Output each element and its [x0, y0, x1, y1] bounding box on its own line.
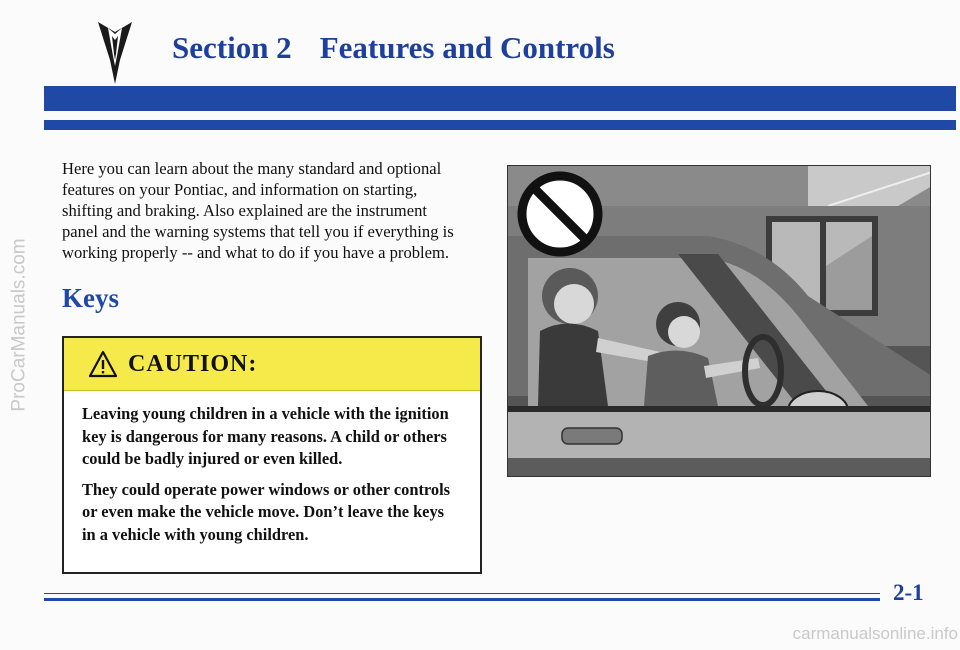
caution-paragraph-1: Leaving young children in a vehicle with the ignition key is dangerous for many reasons. A child or others could be badly injured or even killed.	[82, 404, 449, 468]
side-watermark-text: ProCarManuals.com	[9, 238, 31, 412]
no-symbol-icon	[522, 176, 598, 252]
caution-box	[62, 336, 482, 574]
intro-paragraph: Here you can learn about the many standard and optional features on your Pontiac, and information on starting, shifting and braking. Also explained are the instrument panel and the warning systems that tell you if everything is working properly -- and what to do if you have a problem.	[62, 159, 454, 262]
header-bar-thin	[44, 120, 956, 130]
keys-heading: Keys	[62, 283, 119, 313]
section-title	[172, 30, 615, 66]
children-in-car-illustration	[507, 165, 931, 477]
footer-rule	[44, 598, 880, 601]
bottom-watermark: carmanualsonline.info	[792, 624, 958, 643]
section-label: Section 2	[172, 30, 292, 65]
section-name: Features and Controls	[319, 30, 615, 65]
caution-paragraph-2: They could operate power windows or other controls or even make the vehicle move. Don’t leave the keys in a vehicle with young children.	[82, 479, 451, 544]
pontiac-arrowhead-icon	[98, 22, 132, 84]
caution-header	[64, 338, 480, 391]
side-watermark	[2, 0, 38, 650]
car-scene-drawing	[508, 166, 931, 477]
page-number: 2-1	[893, 580, 924, 605]
footer-rule-thin	[44, 593, 880, 594]
caution-label: CAUTION:	[128, 350, 258, 377]
warning-triangle-icon	[88, 350, 118, 378]
header-bar	[44, 86, 956, 111]
